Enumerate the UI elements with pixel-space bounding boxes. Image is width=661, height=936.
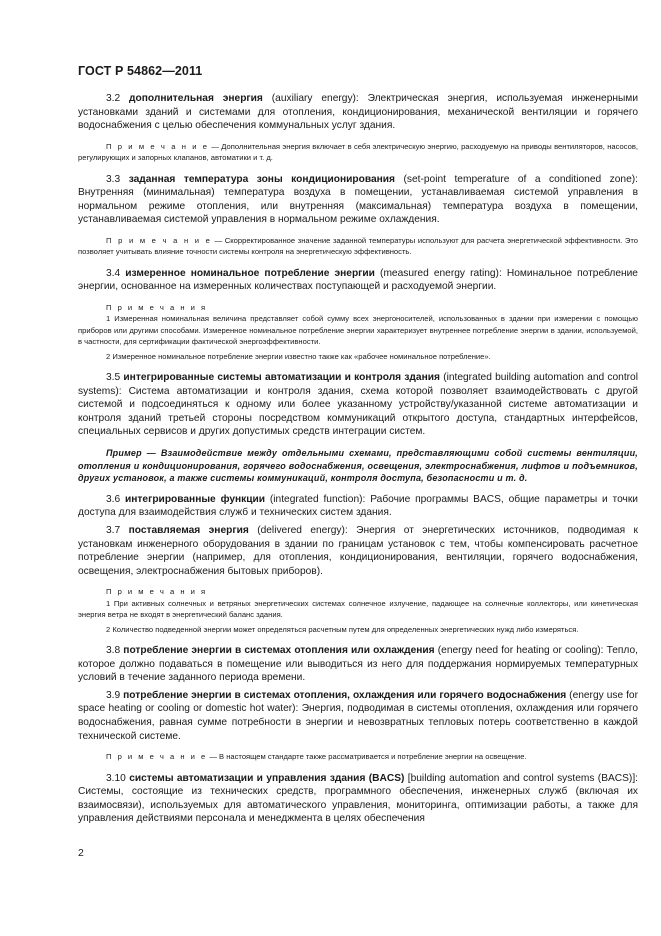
term: измеренное номинальное потребление энергии (125, 267, 375, 279)
document-body (78, 92, 638, 834)
clause-3-2 (78, 92, 638, 133)
note-text: — В настоящем стандарте также рассматривается и потребление энергии на освещение. (209, 752, 527, 762)
clause-3-6 (78, 493, 638, 520)
note-label: П р и м е ч а н и е (106, 752, 208, 762)
definition: (integrated building automation and control systems): Система автоматизации и контроля здания, схема которой позволяет взаимодействовать с другой системой и подсоединяться к одному или более указанному устройству/указанной системе автоматизации и контроля зданий третьей стороны посредством коммуникаций открытого доступа, стандартных интерфейсов, специальных сервисов и других допустимых средств интеграции систем. (78, 372, 638, 438)
note-item: 1 Измеренная номинальная величина представляет собой сумму всех энергоносителей, использованных в здании при измерении с помощью приборов или другими способами. Измеренное номинальное потребление энергии характеризует внутреннее потребление энергии в здании, используемой, в частности, для сертификации фактической энергоэффективности. (78, 314, 638, 347)
definition: (measured energy rating): Номинальное потребление энергии, основанное на измеренных количествах поступающей и расходуемой энергии. (78, 267, 638, 293)
definition: (delivered energy): Энергия от энергетических источников, подводимая к установкам инженерного оборудования в здании по границам установок с тем, чтобы компенсировать расчетное потребление энергии (например, для отопления, кондиционирования, вентиляции, горячего водоснабжения, освещения, электроснабжения бытовых приборов). (78, 524, 638, 577)
clause-number: 3.4 (106, 267, 121, 279)
term: системы автоматизации и управления здания (BACS) (129, 772, 405, 784)
notes-3-7 (78, 586, 638, 635)
clause-3-4 (78, 267, 638, 294)
clause-number: 3.8 (106, 644, 121, 656)
term: интегрированные функции (125, 493, 266, 505)
term: дополнительная энергия (129, 93, 263, 104)
example-3-5: Пример — Взаимодействие между отдельными схемами, представляющими собой системы вентиляции, отопления и кондиционирования, горячего водоснабжения, освещения, электроснабжения, лифтов и подъемников, других установок, а также системы коммуникаций, контроля доступа, безопасности и т. д. (78, 447, 638, 484)
note-3-3 (78, 235, 638, 258)
clause-number: 3.9 (106, 689, 121, 701)
notes-title: П р и м е ч а н и я (106, 302, 208, 312)
note-text: — Дополнительная энергия включает в себя электрическую энергию, расходуемую на приводы вентиляторов, насосов, регулирующих и запорных клапанов, автоматики и т. д. (78, 141, 638, 163)
note-3-2 (78, 141, 638, 164)
note-item: 2 Измеренное номинальное потребление энергии известно также как «рабочее номинальное потребление». (106, 351, 491, 361)
document-header: ГОСТ Р 54862—2011 (78, 64, 203, 78)
note-label: П р и м е ч а н и е (106, 235, 212, 245)
clause-number: 3.2 (106, 93, 121, 104)
clause-number: 3.6 (106, 493, 121, 505)
clause-number: 3.10 (106, 772, 126, 784)
term: потребление энергии в системах отопления, охлаждения или горячего водоснабжения (123, 689, 567, 701)
clause-3-5 (78, 371, 638, 439)
definition: (energy need for heating or cooling): Тепло, которое должно подаваться в помещение или выводиться из него для поддержания нормируемых температурных условий в течение заданного периода времени. (78, 644, 638, 684)
clause-number: 3.3 (106, 173, 121, 185)
notes-3-4 (78, 302, 638, 362)
definition: (energy use for space heating or cooling or domestic hot water): Энергия, подводимая в системы отопления, охлаждения или горячего водоснабжения, равная сумме потребности в энергии и невозвратных тепловых потерь соответственно в каждой технической системе. (78, 689, 638, 742)
definition: (integrated function): Рабочие программы BACS, общие параметры и точки доступа для взаимодействия служб и технических систем здания. (78, 493, 638, 519)
note-item: 2 Количество подведенной энергии может определяться расчетным путем для определенных энергетических нужд либо измеряться. (106, 624, 579, 634)
term: потребление энергии в системах отопления или охлаждения (123, 644, 435, 656)
definition: (auxiliary energy): Электрическая энергия, используемая инженерными установками зданий и системами для отопления, кондиционирования, механической вентиляции и горячего водоснабжения с целью обеспечения коммунальных услуг здания. (78, 93, 639, 132)
clause-3-7 (78, 524, 638, 578)
clause-3-3 (78, 173, 638, 227)
note-item: 1 При активных солнечных и ветряных энергетических системах солнечное излучение, падающее на солнечные коллекторы, или кинетическая энергия ветра не входят в энергетический баланс здания. (78, 598, 638, 620)
note-label: П р и м е ч а н и е (106, 141, 210, 151)
term: интегрированные системы автоматизации и контроля здания (123, 372, 440, 383)
definition: (set-point temperature of a conditioned zone): Внутренняя (минимальная) температура воздуха в помещении, устанавливаемая системой управления в нормальном режиме отопления, или внутренняя (максимальная) температура воздуха в помещении, устанавливаемая системой управления в нормальном режиме охлаждения. (78, 173, 638, 226)
term: поставляемая энергия (128, 524, 249, 536)
definition: [building automation and control systems (BACS)]: Системы, состоящие из технических средств, программного обеспечения, инженерных служб (включая их взаимосвязи), используемых для автоматического управления, мониторинга, оптимизации работы, а также для управления действиями персонала и менеджмента в целях обеспечения (78, 772, 638, 825)
clause-number: 3.5 (106, 372, 121, 383)
note-3-9 (78, 751, 638, 762)
clause-3-9 (78, 689, 638, 743)
note-text: — Скорректированное значение заданной температуры используют для расчета энергетической эффективности. Это позволяет учитывать влияние точности системы контроля на энергетическую эффективность. (78, 235, 638, 257)
clause-number: 3.7 (106, 524, 121, 536)
clause-3-10 (78, 772, 638, 826)
clause-3-8 (78, 644, 638, 685)
term: заданная температура зоны кондиционирования (128, 173, 395, 185)
notes-title: П р и м е ч а н и я (106, 587, 208, 597)
page-number: 2 (78, 847, 84, 859)
